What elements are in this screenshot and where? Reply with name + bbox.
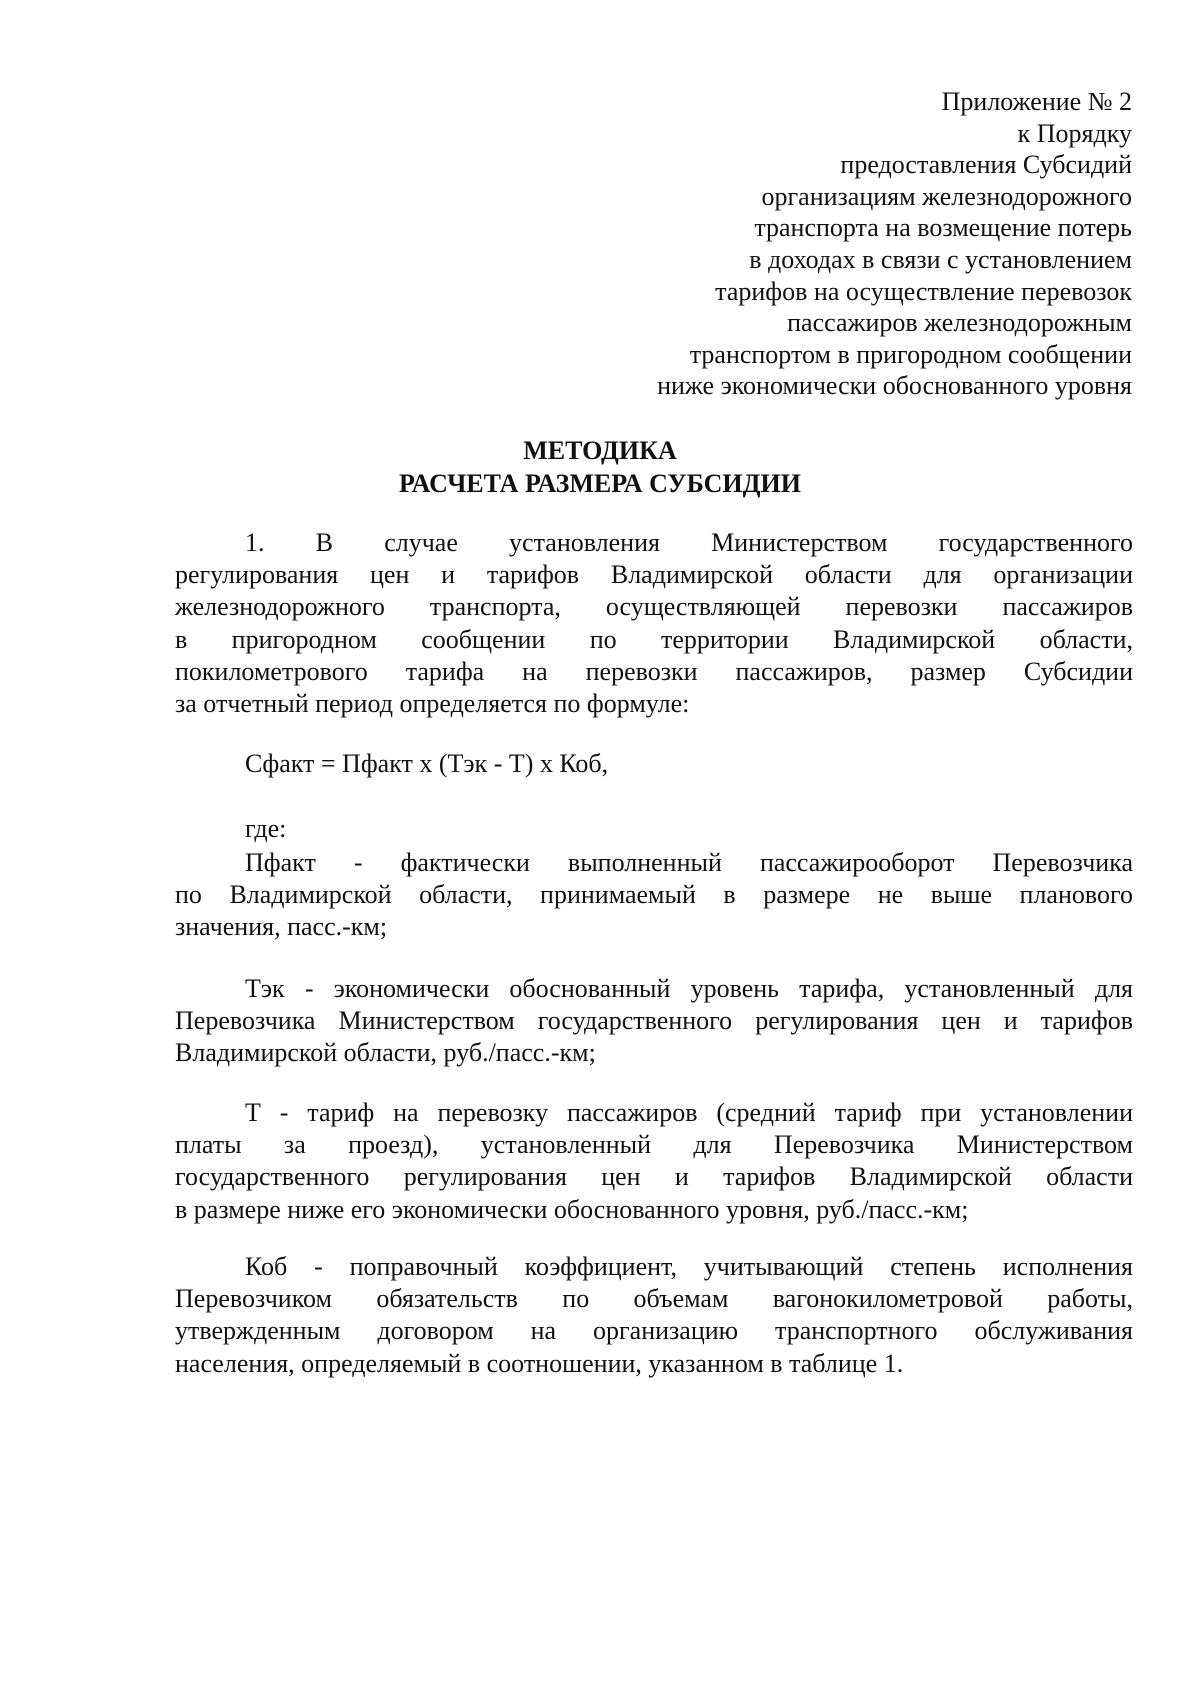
appendix-line: транспорта на возмещение потерь	[754, 213, 1132, 243]
paragraph-line: железнодорожного транспорта, осуществляющей перевозки пассажиров	[175, 592, 1133, 622]
definition-line: государственного регулирования цен и тарифов Владимирской области	[175, 1162, 1133, 1192]
definition-line: Владимирской области, руб./пасс.-км;	[175, 1038, 596, 1068]
where-text: где:	[245, 814, 287, 843]
paragraph-line: в пригородном сообщении по территории Владимирской области,	[175, 624, 1133, 654]
paragraph-1	[175, 527, 1133, 720]
title-line-1: МЕТОДИКА	[523, 436, 677, 465]
appendix-line: Приложение № 2	[941, 87, 1132, 116]
document-title	[0, 434, 1200, 500]
definition-line: Т - тариф на перевозку пассажиров (средний тариф при установлении	[245, 1098, 1133, 1127]
paragraph-line: за отчетный период определяется по формуле:	[175, 689, 690, 719]
appendix-header	[512, 86, 1132, 402]
paragraph-line: покилометрового тарифа на перевозки пассажиров, размер Субсидии	[175, 656, 1133, 686]
appendix-line: в доходах в связи с установлением	[749, 244, 1132, 274]
appendix-line: тарифов на осуществление перевозок	[715, 276, 1132, 306]
definition-line: населения, определяемый в соотношении, указанном в таблице 1.	[175, 1348, 904, 1378]
definition-line: Тэк - экономически обоснованный уровень тарифа, установленный для	[245, 974, 1133, 1003]
appendix-line: организациям железнодорожного	[761, 181, 1132, 211]
definition-kob	[175, 1251, 1133, 1380]
appendix-line: пассажиров железнодорожным	[787, 308, 1132, 338]
definition-tek	[175, 973, 1133, 1070]
definition-line: Перевозчиком обязательств по объемам вагонокилометровой работы,	[175, 1284, 1133, 1314]
definition-line: значения, пасс.-км;	[175, 912, 388, 942]
definition-line: утвержденным договором на организацию транспортного обслуживания	[175, 1316, 1133, 1346]
formula	[245, 748, 1200, 780]
appendix-line: к Порядку	[1017, 118, 1132, 148]
definition-t	[175, 1097, 1133, 1226]
definition-line: Перевозчика Министерством государственного регулирования цен и тарифов	[175, 1006, 1133, 1036]
formula-text: Сфакт = Пфакт х (Тэк - Т) х Коб,	[245, 749, 609, 778]
definition-line: платы за проезд), установленный для Перевозчика Министерством	[175, 1130, 1133, 1160]
appendix-line: предоставления Субсидий	[840, 150, 1132, 180]
paragraph-line: регулирования цен и тарифов Владимирской области для организации	[175, 560, 1133, 590]
definition-line: по Владимирской области, принимаемый в размере не выше планового	[175, 880, 1133, 910]
definition-line: Коб - поправочный коэффициент, учитывающий степень исполнения	[245, 1252, 1133, 1281]
where-label	[245, 813, 1200, 845]
appendix-line: ниже экономически обоснованного уровня	[657, 371, 1132, 401]
definition-line: Пфакт - фактически выполненный пассажирооборот Перевозчика	[245, 848, 1133, 877]
title-line-2: РАСЧЕТА РАЗМЕРА СУБСИДИИ	[399, 469, 801, 498]
appendix-line: транспортом в пригородном сообщении	[689, 339, 1132, 369]
paragraph-line: 1. В случае установления Министерством государственного	[245, 528, 1133, 557]
definition-pfakt	[175, 847, 1133, 944]
definition-line: в размере ниже его экономически обоснованного уровня, руб./пасс.-км;	[175, 1194, 969, 1224]
